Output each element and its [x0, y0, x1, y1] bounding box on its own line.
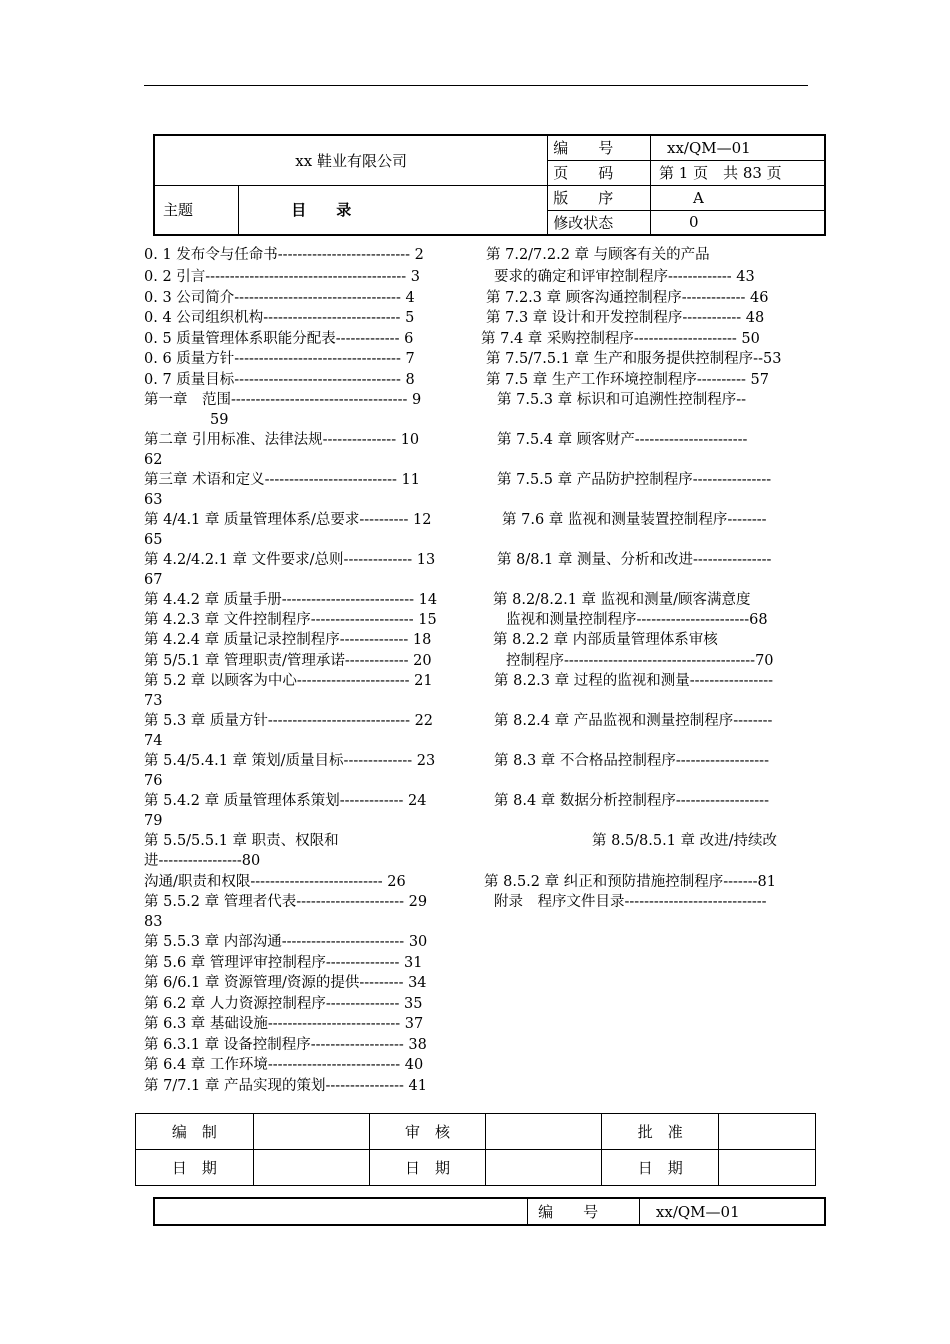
toc-wrap-page: 63 — [144, 492, 163, 508]
toc-item: 第 6.2 章 人力资源控制程序--------------- 35 — [144, 996, 423, 1012]
toc-item: 第 8/8.1 章 测量、分析和改进---------------- — [497, 552, 772, 568]
toc-wrap-page: 76 — [144, 773, 163, 789]
toc-item: 第 7.6 章 监视和测量装置控制程序-------- — [502, 512, 767, 528]
subject-value: 目 录 — [239, 185, 548, 235]
toc-item: 第 6.3 章 基础设施--------------------------- 37 — [144, 1016, 424, 1032]
review-date-field[interactable] — [486, 1150, 602, 1186]
toc-wrap-page: 59 — [210, 412, 229, 428]
toc-item: 0. 1 发布令与任命书--------------------------- 2 — [144, 247, 424, 263]
toc-item: 第 8.2/8.2.1 章 监视和测量/顾客满意度 — [493, 592, 751, 608]
toc-item: 第 5/5.1 章 管理职责/管理承诺------------- 20 — [144, 653, 432, 669]
approved-by-field[interactable] — [719, 1114, 816, 1150]
toc-item: 第 8.4 章 数据分析控制程序------------------- — [494, 793, 769, 809]
page-value: 第 1 页 共 83 页 — [650, 160, 825, 185]
toc-wrap-page: 65 — [144, 532, 163, 548]
toc-wrap-page: 79 — [144, 813, 163, 829]
approve-date-label: 日 期 — [602, 1150, 719, 1186]
toc-wrap-page: 进-----------------80 — [144, 853, 261, 869]
next-page-header — [153, 1197, 826, 1226]
toc-item: 第 7.5.3 章 标识和可追溯性控制程序-- — [497, 392, 747, 408]
signoff-table — [135, 1113, 816, 1186]
approve-date-field[interactable] — [719, 1150, 816, 1186]
toc-wrap-page: 74 — [144, 733, 163, 749]
doc-number-label: 编 号 — [548, 135, 651, 160]
toc-item: 第 5.6 章 管理评审控制程序--------------- 31 — [144, 955, 423, 971]
next-page-blank — [154, 1198, 528, 1225]
toc-item: 第 7.4 章 采购控制程序--------------------- 50 — [481, 331, 760, 347]
toc-item: 0. 6 质量方针---------------------------------- 7 — [144, 351, 415, 367]
toc-item: 第 5.3 章 质量方针----------------------------- 22 — [144, 713, 434, 729]
toc-wrap-page: 62 — [144, 452, 163, 468]
toc-item: 第 5.5.3 章 内部沟通------------------------- 30 — [144, 934, 428, 950]
approved-by-label: 批 准 — [602, 1114, 719, 1150]
toc-item: 第 8.2.2 章 内部质量管理体系审核 — [493, 632, 718, 648]
toc-item: 第 8.2.4 章 产品监视和测量控制程序-------- — [494, 713, 773, 729]
toc-wrap-page: 73 — [144, 693, 163, 709]
doc-number-value: xx/QM—01 — [650, 135, 825, 160]
toc-item: 附录 程序文件目录----------------------------- — [494, 894, 767, 910]
toc-wrap-page: 83 — [144, 914, 163, 930]
version-label: 版 序 — [548, 185, 651, 210]
toc-item: 第 8.2.3 章 过程的监视和测量----------------- — [494, 673, 774, 689]
toc-item: 要求的确定和评审控制程序------------- 43 — [494, 269, 755, 285]
compiled-by-label: 编 制 — [136, 1114, 254, 1150]
toc-item: 第 5.4.2 章 质量管理体系策划------------- 24 — [144, 793, 427, 809]
toc-item: 0. 4 公司组织机构---------------------------- 5 — [144, 310, 415, 326]
compile-date-label: 日 期 — [136, 1150, 254, 1186]
subject-label: 主题 — [154, 185, 239, 235]
toc-item: 0. 5 质量管理体系职能分配表------------- 6 — [144, 331, 414, 347]
toc-item: 监视和测量控制程序-----------------------68 — [506, 612, 768, 628]
toc-item: 第 6.4 章 工作环境--------------------------- 40 — [144, 1057, 424, 1073]
compile-date-field[interactable] — [253, 1150, 369, 1186]
company-name: xx 鞋业有限公司 — [154, 135, 548, 185]
next-doc-number-value: xx/QM—01 — [639, 1198, 825, 1225]
toc-item: 第 7.5/7.5.1 章 生产和服务提供控制程序--53 — [486, 351, 782, 367]
toc-item: 第 7/7.1 章 产品实现的策划---------------- 41 — [144, 1078, 427, 1094]
toc-item: 控制程序---------------------------------------70 — [506, 653, 774, 669]
toc-item: 沟通/职责和权限--------------------------- 26 — [144, 874, 406, 890]
toc-wrap-page: 67 — [144, 572, 163, 588]
toc-item: 第 5.2 章 以顾客为中心----------------------- 21 — [144, 673, 433, 689]
toc-item: 第 6/6.1 章 资源管理/资源的提供--------- 34 — [144, 975, 427, 991]
toc-item: 第 7.3 章 设计和开发控制程序------------ 48 — [486, 310, 765, 326]
review-date-label: 日 期 — [369, 1150, 486, 1186]
toc-item: 第 8.5.2 章 纠正和预防措施控制程序-------81 — [484, 874, 776, 890]
toc-item: 第二章 引用标准、法律法规--------------- 10 — [144, 432, 420, 448]
reviewed-by-label: 审 核 — [369, 1114, 486, 1150]
reviewed-by-field[interactable] — [486, 1114, 602, 1150]
toc-item: 第 5.5/5.5.1 章 职责、权限和 — [144, 833, 339, 849]
compiled-by-field[interactable] — [253, 1114, 369, 1150]
toc-item: 第 5.4/5.4.1 章 策划/质量目标-------------- 23 — [144, 753, 436, 769]
toc-item: 0. 3 公司简介---------------------------------- 4 — [144, 290, 415, 306]
toc-item: 第 7.2/7.2.2 章 与顾客有关的产品 — [486, 247, 710, 263]
toc-item: 第一章 范围------------------------------------ 9 — [144, 392, 422, 408]
toc-item: 第 6.3.1 章 设备控制程序------------------- 38 — [144, 1037, 427, 1053]
revision-label: 修改状态 — [548, 210, 651, 235]
toc-item: 第 7.5.5 章 产品防护控制程序---------------- — [497, 472, 772, 488]
page-label: 页 码 — [548, 160, 651, 185]
toc-item: 0. 2 引言----------------------------------------- 3 — [144, 269, 420, 285]
toc-item: 第 4.2.3 章 文件控制程序--------------------- 15 — [144, 612, 437, 628]
version-value: A — [650, 185, 825, 210]
toc-item: 第 7.5 章 生产工作环境控制程序---------- 57 — [486, 372, 769, 388]
toc-item: 第 7.5.4 章 顾客财产----------------------- — [497, 432, 748, 448]
toc-item: 第 4.2.4 章 质量记录控制程序-------------- 18 — [144, 632, 432, 648]
toc-item: 第三章 术语和定义--------------------------- 11 — [144, 472, 420, 488]
toc-item: 第 4/4.1 章 质量管理体系/总要求---------- 12 — [144, 512, 432, 528]
top-rule — [144, 85, 808, 86]
toc-item: 第 5.5.2 章 管理者代表---------------------- 29 — [144, 894, 428, 910]
toc-item: 0. 7 质量目标---------------------------------- 8 — [144, 372, 415, 388]
toc-item: 第 7.2.3 章 顾客沟通控制程序------------- 46 — [486, 290, 769, 306]
next-doc-number-label: 编 号 — [528, 1198, 640, 1225]
header-table — [153, 134, 826, 236]
toc-item: 第 8.5/8.5.1 章 改进/持续改 — [592, 833, 778, 849]
revision-value: 0 — [650, 210, 825, 235]
toc-item: 第 8.3 章 不合格品控制程序------------------- — [494, 753, 769, 769]
toc-item: 第 4.2/4.2.1 章 文件要求/总则-------------- 13 — [144, 552, 436, 568]
toc-item: 第 4.4.2 章 质量手册--------------------------- 14 — [144, 592, 438, 608]
